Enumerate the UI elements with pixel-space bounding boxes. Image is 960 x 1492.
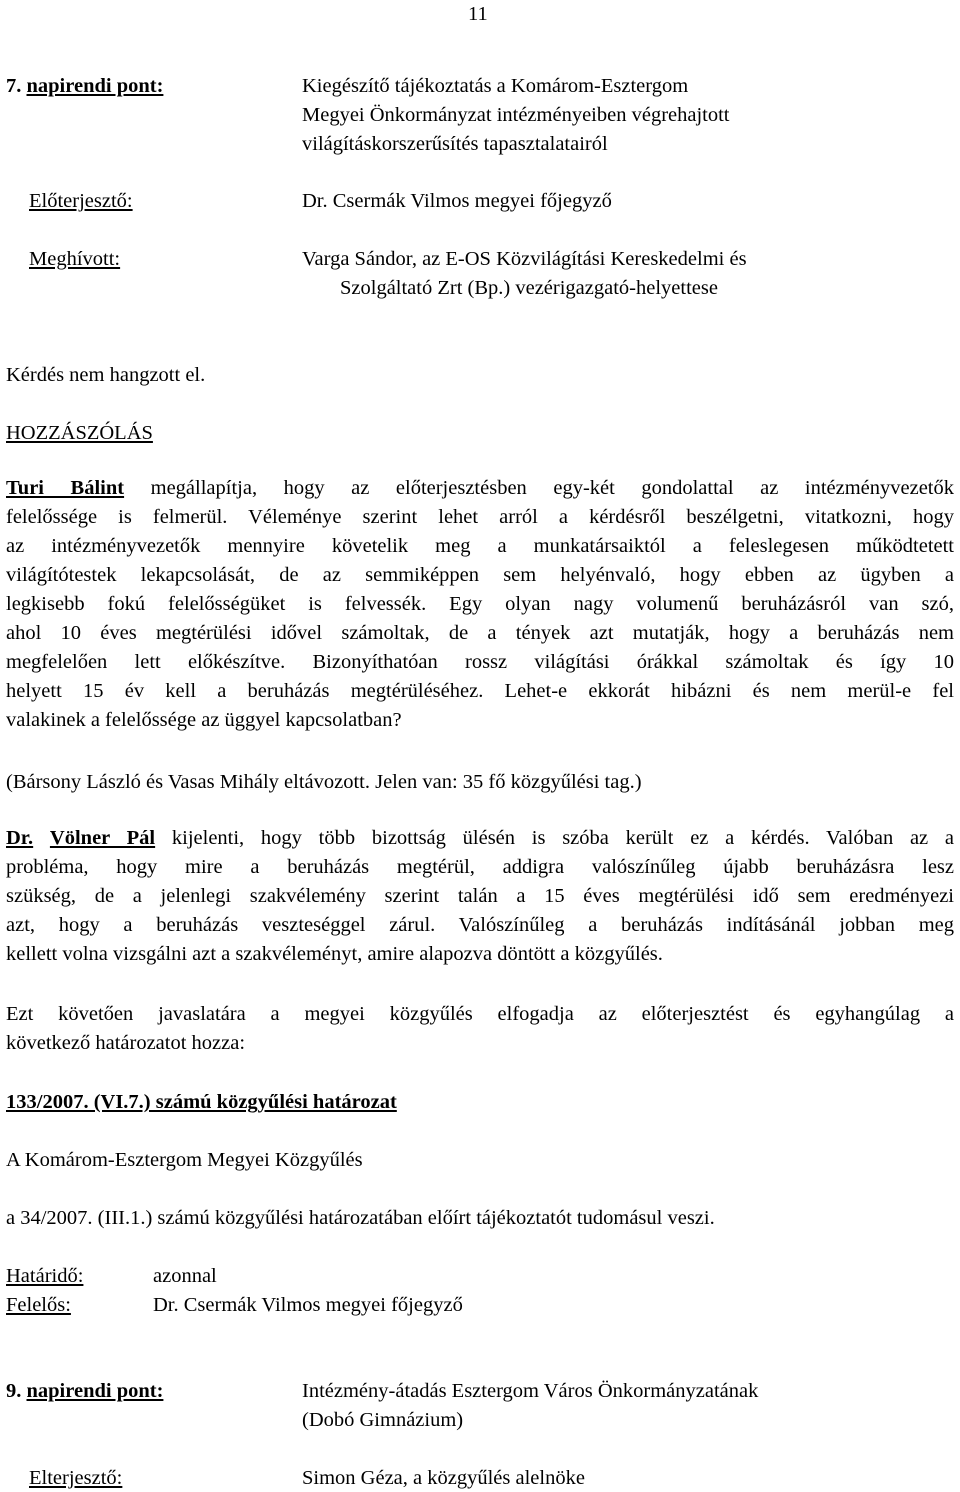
paragraph-line: helyett 15 év kell a beruházás megtérüléséhez. Lehet-e ekkorát hibázni és nem merül-e fel bbox=[6, 680, 954, 702]
responsible-value: Dr. Csermák Vilmos megyei főjegyző bbox=[153, 1294, 463, 1316]
deadline-value: azonnal bbox=[153, 1265, 217, 1287]
decision-intro-paragraph bbox=[6, 1000, 954, 1058]
presenter-label: Előterjesztő: bbox=[29, 190, 133, 212]
speaker-title: Dr. bbox=[6, 827, 34, 849]
attendance-note: (Bársony László és Vasas Mihály eltávozott. Jelen van: 35 fő közgyűlési tag.) bbox=[6, 771, 642, 793]
comment-paragraph-volner bbox=[6, 824, 954, 969]
responsible-label: Felelős: bbox=[6, 1294, 71, 1316]
deadline-label: Határidő: bbox=[6, 1265, 84, 1287]
agenda-number: 9. bbox=[6, 1380, 22, 1402]
paragraph-line: az intézményvezetők mennyire követelik meg a munkatársaiktól a feleslegesen működtetett bbox=[6, 535, 954, 557]
agenda-item-7-title-line: Megyei Önkormányzat intézményeiben végrehajtott bbox=[302, 104, 730, 126]
resolution-text: a 34/2007. (III.1.) számú közgyűlési határozatában előírt tájékoztatót tudomásul veszi. bbox=[6, 1207, 715, 1229]
invited-label: Meghívott: bbox=[29, 248, 121, 270]
assembly-name: A Komárom-Esztergom Megyei Közgyűlés bbox=[6, 1149, 363, 1171]
paragraph-line: kellett volna vizsgálni azt a szakvéleményt, amire alapozva döntött a közgyűlés. bbox=[6, 943, 663, 965]
agenda-item-7-title-line: világításkorszerűsítés tapasztalatairól bbox=[302, 133, 608, 155]
presenter-label: Elterjesztő: bbox=[29, 1467, 123, 1489]
paragraph-line: következő határozatot hozza: bbox=[6, 1032, 246, 1054]
paragraph-line: világítótestek lekapcsolását, de az semmiképpen sem helyénvaló, hogy ebben az ügyben a bbox=[6, 564, 954, 586]
agenda-item-9-title-line: (Dobó Gimnázium) bbox=[302, 1409, 464, 1431]
agenda-label: napirendi pont: bbox=[26, 75, 164, 97]
agenda-item-7-title-line: Kiegészítő tájékoztatás a Komárom-Esztergom bbox=[302, 75, 689, 97]
agenda-number: 7. bbox=[6, 75, 22, 97]
agenda-item-7-heading bbox=[6, 75, 163, 97]
no-question-note: Kérdés nem hangzott el. bbox=[6, 364, 206, 386]
agenda-item-9-heading bbox=[6, 1380, 163, 1402]
paragraph-line: Ezt követően javaslatára a megyei közgyűlés elfogadja az előterjesztést és egyhangúlag a bbox=[6, 1003, 954, 1025]
paragraph-line: Dr. Völner Pál kijelenti, hogy több bizottság ülésén is szóba került ez a kérdés. Valóban az a bbox=[6, 827, 954, 849]
paragraph-line: felelőssége is felmerül. Véleménye szerint lehet arról a kérdésről beszélgetni, vitatkozni, hogy bbox=[6, 506, 954, 528]
paragraph-line: valakinek a felelőssége az üggyel kapcsolatban? bbox=[6, 709, 402, 731]
presenter-name: Dr. Csermák Vilmos megyei főjegyző bbox=[302, 190, 612, 212]
agenda-item-9-title-line: Intézmény-átadás Esztergom Város Önkormányzatának bbox=[302, 1380, 759, 1402]
page-number: 11 bbox=[468, 3, 488, 25]
speaker-name: Turi Bálint bbox=[6, 477, 125, 499]
speaker-name: Völner Pál bbox=[49, 827, 156, 849]
paragraph-line: probléma, hogy mire a beruházás megtérül, addigra valószínűleg újabb beruházásra lesz bbox=[6, 856, 954, 878]
invited-name-line: Szolgáltató Zrt (Bp.) vezérigazgató-helyettese bbox=[340, 277, 718, 299]
paragraph-line: ahol 10 éves megtérülési idővel számoltak, de a tények azt mutatják, hogy a beruházás nem bbox=[6, 622, 954, 644]
comment-paragraph-turi bbox=[6, 474, 954, 735]
presenter-name: Simon Géza, a közgyűlés alelnöke bbox=[302, 1467, 585, 1489]
agenda-label: napirendi pont: bbox=[26, 1380, 164, 1402]
paragraph-line: megfelelően lett előkészítve. Bizonyíthatóan rossz világítási órákkal számoltak és így 10 bbox=[6, 651, 954, 673]
comments-heading: HOZZÁSZÓLÁS bbox=[6, 422, 153, 444]
paragraph-line: legkisebb fokú felelősségüket is felvessék. Egy olyan nagy volumenű beruházásról van szó, bbox=[6, 593, 954, 615]
paragraph-line: szükség, de a jelenlegi szakvélemény szerint talán a 15 éves megtérülési idő sem eredményezi bbox=[6, 885, 954, 907]
resolution-title: 133/2007. (VI.7.) számú közgyűlési határozat bbox=[6, 1091, 397, 1113]
paragraph-line: azt, hogy a beruházás veszteséggel zárul. Valószínűleg a beruházás indításánál jobban meg bbox=[6, 914, 954, 936]
paragraph-line: Turi Bálint megállapítja, hogy az előterjesztésben egy-két gondolattal az intézményvezetők bbox=[6, 477, 954, 499]
invited-name-line: Varga Sándor, az E-OS Közvilágítási Kereskedelmi és bbox=[302, 248, 747, 270]
